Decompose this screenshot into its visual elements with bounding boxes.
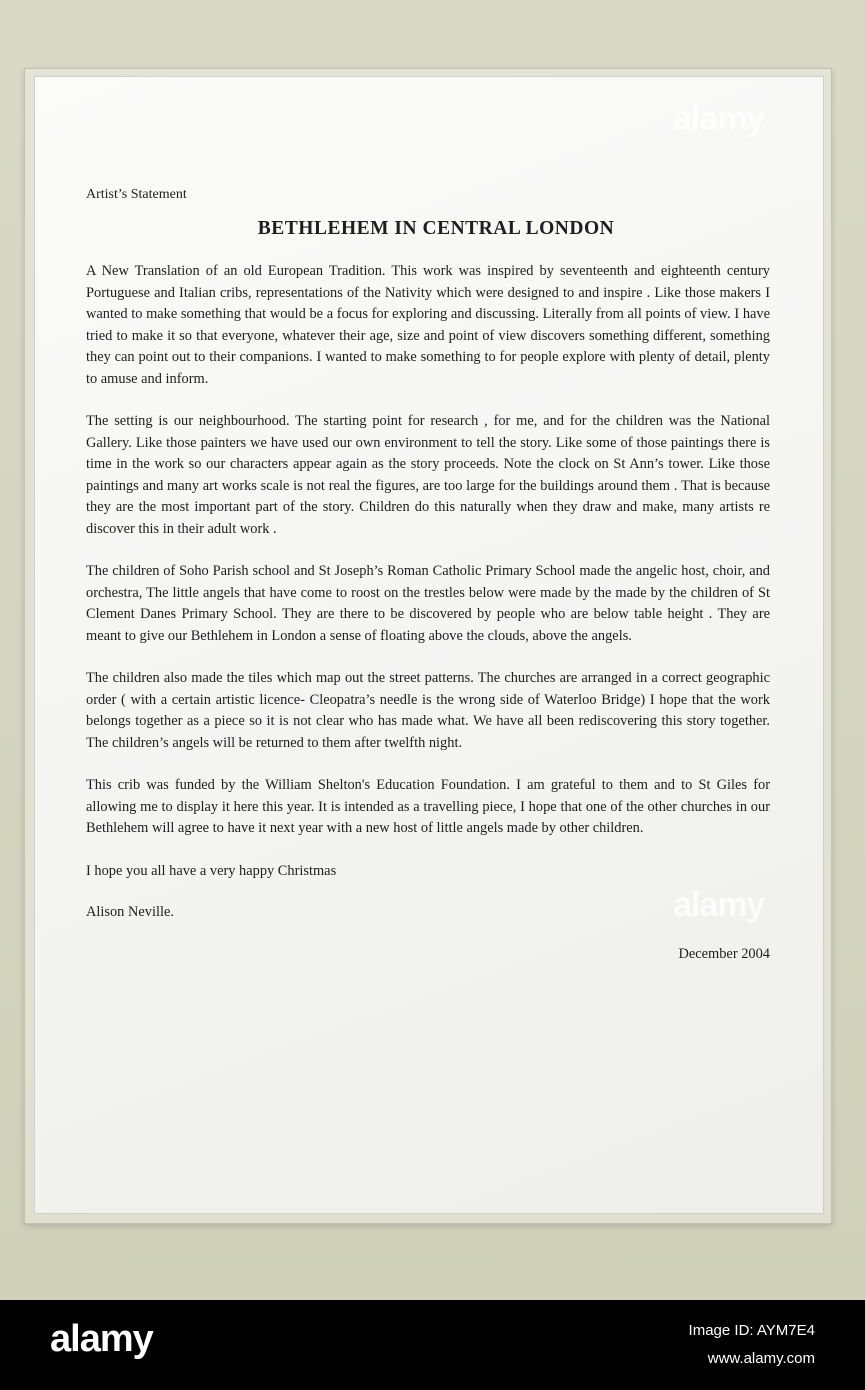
watermark: alamy <box>673 886 765 924</box>
paragraph: The children also made the tiles which map out the street patterns. The churches are arranged in a correct geographic order ( with a certain artistic licence- Cleopatra’s needle is the wrong side of Waterloo Bridge) I hope that the work belongs together as a piece so it is not clear who has made what. We have all been rediscovering this story together. The children’s angels will be returned to them after twelfth night. <box>86 670 770 751</box>
watermark: alamy <box>673 100 765 138</box>
paragraph: A New Translation of an old European Tradition. This work was inspired by seventeenth and eighteenth century Portuguese and Italian cribs, representations of the Nativity which were designed to and inspire . Like those makers I wanted to make something that would be a focus for exploring and discussing. Literally from all points of view. I have tried to make it so that everyone, whatever their age, size and point of view discovers something different, something they can point out to their companions. I wanted to make something to for people explore with plenty of detail, plenty to amuse and inform. <box>86 263 770 387</box>
paragraph: The setting is our neighbourhood. The starting point for research , for me, and for the children was the National Gallery. Like those painters we have used our own environment to tell the story. Like some of those paintings there is time in the work so our characters appear again as the story proceeds. Note the clock on St Ann’s tower. Like those paintings and many art works scale is not real the figures, are too large for the buildings around them . That is because they are the most important part of the story. Children do this naturally when they draw and make, many artists re discover this in their adult work . <box>86 413 770 537</box>
footer-bar <box>0 1300 865 1390</box>
signature: Alison Neville. <box>86 904 174 920</box>
document-title: BETHLEHEM IN CENTRAL LONDON <box>257 217 615 239</box>
document-body <box>86 184 770 965</box>
document-date: December 2004 <box>678 945 770 962</box>
footer-brand-logo: alamy <box>50 1318 153 1360</box>
site-url: www.alamy.com <box>707 1350 815 1367</box>
document-label: Artist’s Statement <box>86 187 187 202</box>
paragraph: The children of Soho Parish school and St Joseph’s Roman Catholic Primary School made the angelic host, choir, and orchestra, The little angels that have come to roost on the trestles below were made by the made by the children of St Clement Danes Primary School. They are there to be discovered by people who are below table height . They are meant to give our Bethlehem in London a sense of floating above the clouds, above the angels. <box>86 563 770 644</box>
closing-line: I hope you all have a very happy Christmas <box>86 862 337 879</box>
image-id: Image ID: AYM7E4 <box>688 1322 815 1339</box>
paragraph: This crib was funded by the William Shelton's Education Foundation. I am grateful to them and to St Giles for allowing me to display it here this year. It is intended as a travelling piece, I hope that one of the other churches in our Bethlehem will agree to have it next year with a new host of little angels made by other children. <box>86 777 770 836</box>
